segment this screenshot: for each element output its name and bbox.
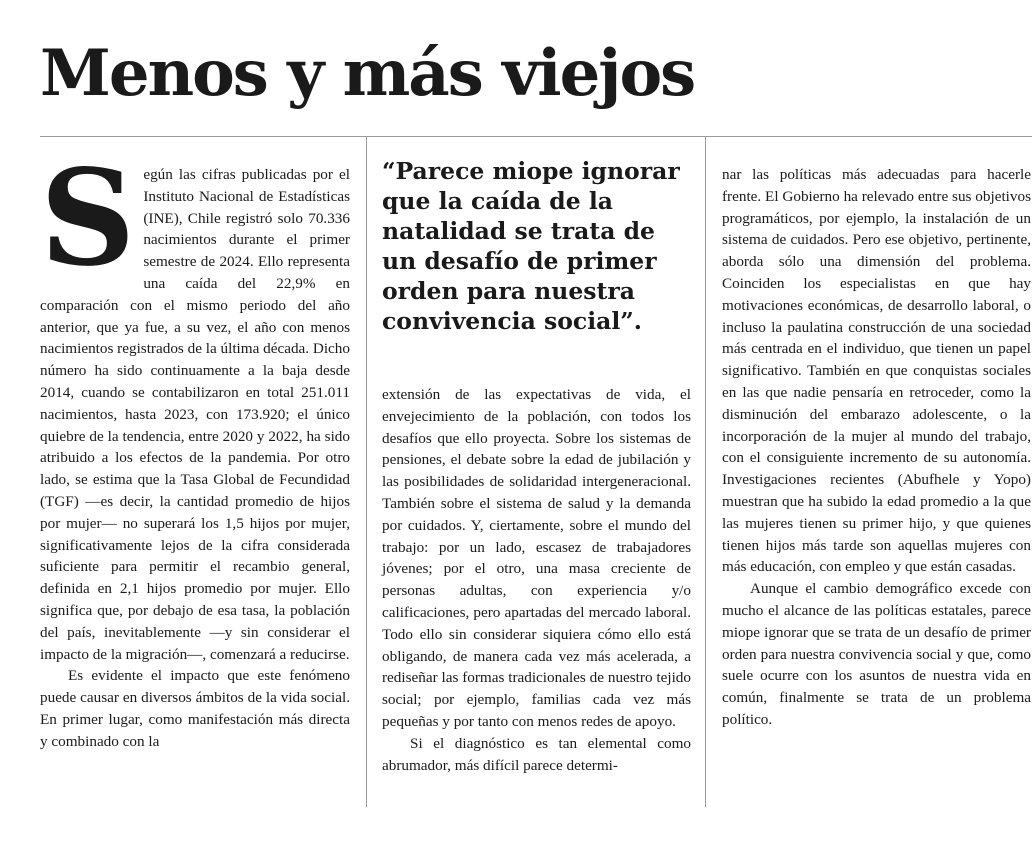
pull-quote: “Parece miope ignorar que la caída de la natalidad se trata de un desafío de primer orden para nuestra convivencia social”. <box>382 157 680 335</box>
column-divider-1 <box>366 137 367 807</box>
column-divider-2 <box>705 137 706 807</box>
column-3-paragraph-1: nar las políticas más adecuadas para hacerle frente. El Gobierno ha relevado entre sus objetivos programáticos, por ejemplo, la instalación de un sistema de cuidados. Pero ese objetivo, pertinente, aborda sólo una dimensión del problema. Coinciden los especialistas en que hay motivaciones económicas, de desarrollo laboral, o incluso la paulatina construcción de una sociedad más centrada en el individuo, que tienen un papel significativo. También en que conquistas sociales en las que nadie pensaría en retroceder, como la disminución del embarazo adolescente, o la incorporación de la mujer al mundo del trabajo, con el consiguiente incremento de su autonomía. Investigaciones recientes (Abufhele y Yopo) muestran que ha subido la edad promedio a la que las mujeres tienen su primer hijo, y que quienes tienen hijos más tarde son aquellas mujeres con más educación, con empleo y que están casadas. <box>722 166 1031 576</box>
article-column-1 <box>40 141 350 753</box>
article-column-3 <box>722 164 1031 731</box>
column-2-paragraph-2: Si el diagnóstico es tan elemental como abrumador, más difícil parece determi- <box>382 734 691 774</box>
drop-cap: S <box>40 141 136 296</box>
headline-divider <box>40 136 1032 137</box>
column-2-paragraph-1: extensión de las expectativas de vida, el envejecimiento de la población, con todos los desafíos que ello proyecta. Sobre los sistemas de pensiones, el debate sobre la edad de jubilación y las posibilidades de solidaridad intergeneracional. También sobre el sistema de salud y la demanda por cuidados. Y, ciertamente, sobre el mundo del trabajo: por un lado, escasez de trabajadores jóvenes; por el otro, una masa creciente de personas adultas, con experiencia y/o calificaciones, pero apartadas del mercado laboral. Todo ello sin considerar siquiera cómo ello está obligando, de manera cada vez más acelerada, a rediseñar las formas tradicionales de nuestro tejido social; por ejemplo, familias cada vez más pequeñas y por tanto con menos redes de apoyo. <box>382 386 691 730</box>
column-1-paragraph-1 <box>40 141 350 665</box>
article-column-2 <box>382 384 691 776</box>
column-1-paragraph-1-text: egún las cifras publicadas por el Instituto Nacional de Estadísticas (INE), Chile registró solo 70.336 nacimientos durante el primer semestre de 2024. Ello representa una caída del 22,9% en comparación con el mismo periodo del año anterior, que ya fue, a su vez, el año con menos nacimientos registrados de la última década. Dicho número ha sido continuamente a la baja desde 2014, cuando se contabilizaron en total 251.011 nacimientos, hasta 2023, con 173.920; el único quiebre de la tendencia, entre 2020 y 2022, ha sido atribuido a los efectos de la pandemia. Por otro lado, se estima que la Tasa Global de Fecundidad (TGF) —es decir, la cantidad promedio de hijos por mujer— no superará los 1,5 hijos por mujer, significativamente lejos de la cifra considerada suficiente para permitir el recambio general, definida en 2,1 hijos promedio por mujer. Ello significa que, por debajo de esa tasa, la población del país, inevitablemente —y sin considerar el impacto de la migración—, comenzará a reducirse. <box>40 166 350 663</box>
column-1-paragraph-2: Es evidente el impacto que este fenómeno puede causar en diversos ámbitos de la vida social. En primer lugar, como manifestación más directa y combinado con la <box>40 667 350 750</box>
article-headline: Menos y más viejos <box>40 36 695 111</box>
column-3-paragraph-2: Aunque el cambio demográfico excede con mucho el alcance de las políticas estatales, parece miope ignorar que se trata de un desafío de primer orden para nuestra convivencia social y que, como suele ocurre con los asuntos de nuestra vida en común, finalmente se trata de un problema político. <box>722 580 1031 728</box>
